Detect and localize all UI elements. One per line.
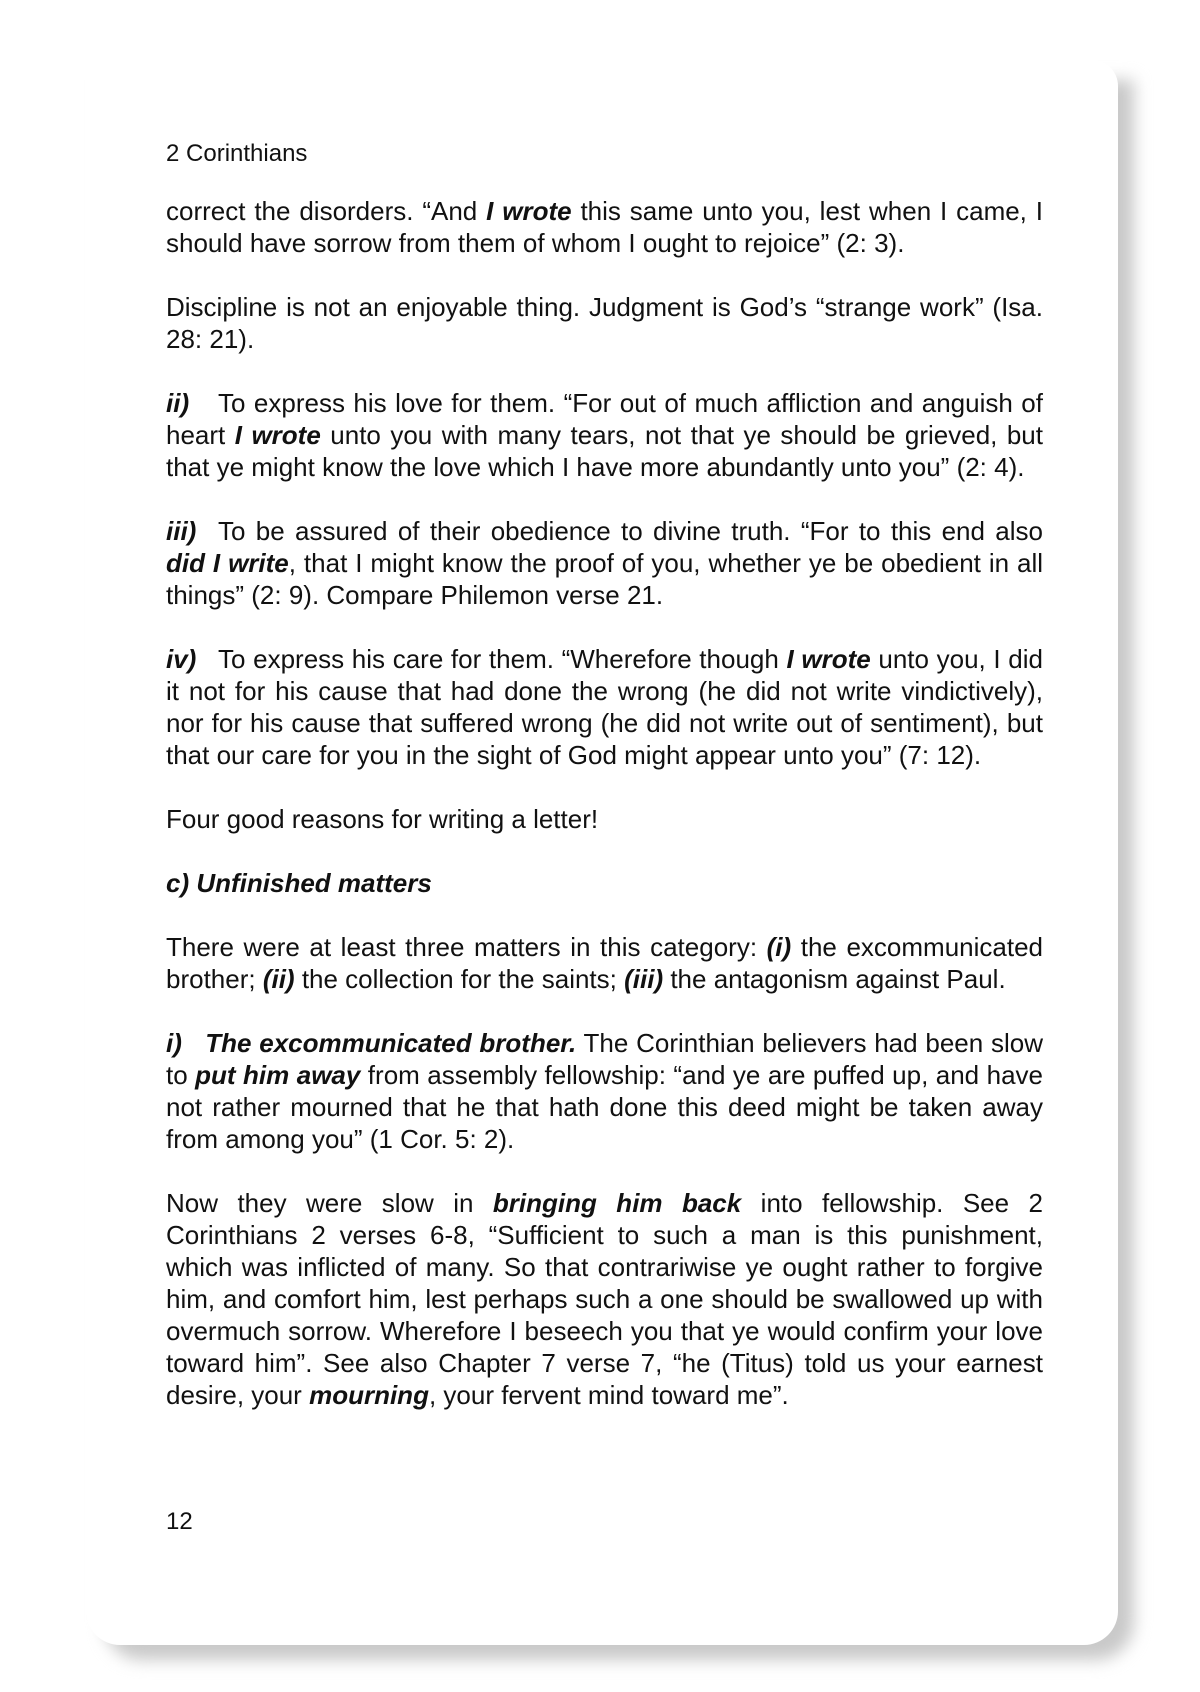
paragraph-iii: iii) To be assured of their obedience to divine truth. “For to this end also did I write, that I might know the proof of you, whether ye be obedient in all things” (2: 9). Compare Philemon verse 21. — [166, 516, 1044, 610]
emphasis: (ii) — [262, 964, 295, 994]
subheading: The excommunicated brother. — [205, 1028, 577, 1058]
paragraph-matters: There were at least three matters in this category: (i) the excommunicated brother; (ii) the collection for the saints; (iii) the antagonism against Paul. — [166, 932, 1043, 994]
list-marker: iii) — [166, 516, 197, 546]
paragraph-summary: Four good reasons for writing a letter! — [166, 804, 599, 834]
paragraph-restoration: Now they were slow in bringing him back into fellowship. See 2 Corinthians 2 verses 6-8, “Sufficient to such a man is this punishment, which was inflicted of many. So that contrariwise ye ought rather to forgive him, and comfort him, lest perhaps such a one should be swallowed up with overmuch sorrow. Wherefore I beseech you that ye would confirm your love toward him”. See also Chapter 7 verse 7, “he (Titus) told us your earnest desire, your mourning, your fervent mind toward me”. — [166, 1188, 1043, 1410]
paragraph-ii: ii) To express his love for them. “For out of much affliction and anguish of heart I wrote unto you with many tears, not that ye should be grieved, but that ye might know the love which I have more abundantly unto you” (2: 4). — [166, 388, 1043, 482]
page-number: 12 — [166, 1508, 193, 1535]
emphasis: I wrote — [234, 420, 321, 450]
page-body — [166, 195, 1043, 1443]
emphasis: (i) — [766, 932, 792, 962]
emphasis: mourning — [309, 1380, 429, 1410]
paragraph-2: Discipline is not an enjoyable thing. Judgment is God’s “strange work” (Isa. 28: 21). — [166, 292, 1043, 354]
list-marker: iv) — [166, 644, 197, 674]
list-marker: ii) — [166, 388, 190, 418]
running-header: 2 Corinthians — [166, 140, 308, 167]
section-heading: c) Unfinished matters — [166, 868, 432, 898]
emphasis: I wrote — [786, 644, 871, 674]
paragraph-excommunicated: i) The excommunicated brother. The Corinthian believers had been slow to put him away from assembly fellowship: “and ye are puffed up, and have not rather mourned that he that hath done this deed might be taken away from among you” (1 Cor. 5: 2). — [166, 1028, 1044, 1154]
paragraph-iv: iv) To express his care for them. “Wherefore though I wrote unto you, I did it not for his cause that had done the wrong (he did not write vindictively), nor for his cause that suffered wrong (he did not write out of sentiment), but that our care for you in the sight of God might appear unto you” (7: 12). — [166, 644, 1044, 770]
list-marker: i) — [166, 1028, 182, 1058]
book-page — [86, 60, 1118, 1645]
paragraph-1: correct the disorders. “And I wrote this same unto you, lest when I came, I should have sorrow from them of whom I ought to rejoice” (2: 3). — [166, 196, 1043, 258]
emphasis: bringing him back — [492, 1188, 742, 1218]
emphasis: (iii) — [624, 964, 664, 994]
emphasis: put him away — [195, 1060, 361, 1090]
emphasis: I wrote — [486, 196, 572, 226]
emphasis: did I write — [166, 548, 289, 578]
